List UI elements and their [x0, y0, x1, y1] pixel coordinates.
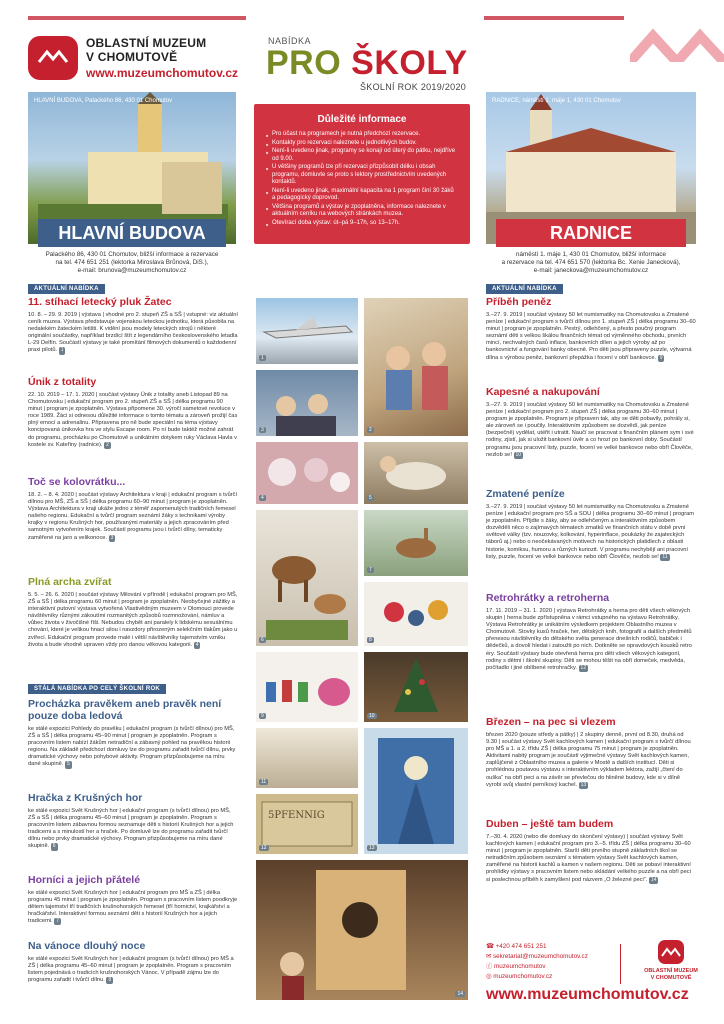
- section-title: Únik z totality: [28, 376, 97, 388]
- section-title: Duben – ještě tam budem: [486, 818, 614, 830]
- section-title: Kapesné a nakupování: [486, 386, 600, 398]
- section-text: ke stálé expozici Svět Krušných hor | edukační program pro MŠ a ZŠ | délka programu 45 minut | program je zpoplatněn. Program s pracovním listem poodkryje dětem tajemství tří tradičních krušnohorských řemesel (tří hornictví, krajkářství a hračkářství. Interaktivní formou seznámí děti s historií Krušných hor a jejich tradicemi. 7: [28, 890, 238, 925]
- section-text: březen 2020 (pouze středy a pátky) | 2 skupiny denně, první od 8.30, druhá od 9.30 | součást výstavy Svět kachlových kamen | edukační program s tvůrčí dílnou pro MŠ a 1. a 2. třídu ZŠ | délka programu 75 minut | program je zpoplatněn. Aktivitami nabitý program je součástí výjimečné výstavy Svět kachlových kamen, zaplůjčené z Oblastního muzea a galerie v Mostě a dalších institucí. Děti si prohlédnou poutavou výstavu s interaktivním výkladem lektora, zažijí „čtení do ouška“ na obří peci a na závěr se převlečou do hliněné budovy, kde si v dílně vyrobí svůj vlastní perníkový kachel. 13: [486, 732, 691, 788]
- section-title: Hračka z Krušných hor: [28, 792, 143, 804]
- important-info-box: [254, 104, 470, 244]
- nabidka-label: NABÍDKA: [268, 36, 312, 46]
- section-title: Zmatené peníze: [486, 488, 565, 500]
- instagram-icon: ◎: [486, 973, 492, 980]
- info-item: ■ Otevírací doba výstav: út–pá 9–17h, so 13–17h.: [266, 220, 458, 228]
- footer-divider: [620, 944, 621, 984]
- section-text: 5. 5. – 26. 6. 2020 | součást výstavy Milování v přírodě | edukační program pro MŠ, ZŠ a SŠ | délka programu 60 minut | program je zpoplatněn. Neobyčejné zážitky a interaktivní putovní výstava vytvořená Vlastivědným muzeem v Olomouci provede návštěvníky různými zákoutími rozmanitých způsobů rozmnožování, námluv a vůbec života v živočišné říši. Nebudou chybět ani paralely k lidskému sexuálnímu chování, které je velikou hnací silou i navzdory přirozeným selekčním tlakům jako u zvířecí. Edukační program provede malé i větší návštěvníky tajemstvím vzniku života a bude vhodně upraven vždy pro danou věkovou kategorii. 4: [28, 592, 238, 648]
- photo-tiled-stove-room: 14: [256, 860, 468, 1000]
- section-text: ke stálé expozici Svět Krušných hor | edukační program (s tvůrčí dílnou) pro MŠ a ZŠ | délka programu 45–60 minut | program je zpoplatněn. Program s pracovním listem pojednává o tradicích krušnohorských Vánoc. V případě zájmu lze do programu zařadit i tvůrčí dílnu. 8: [28, 956, 234, 984]
- svg-text:5PFENNIG: 5PFENNIG: [268, 810, 325, 821]
- footer-logo-text: OBLASTNÍ MUZEUM V CHOMUTOVĚ: [644, 968, 698, 981]
- section-title: 11. stíhací letecký pluk Žatec: [28, 296, 172, 308]
- top-accent-bar-left: [28, 16, 246, 20]
- top-accent-bar-right: [484, 16, 624, 20]
- section-text: ke stálé expozici Pohledy do pravěku | edukační program (s tvůrčí dílnou) pro MŠ, ZŠ a SŠ | délka programu 45–90 minut | program je zpoplatněn. Program s pracovním listem nabízí žákům netradiční a zábavný pohled na pravěkou historii regionu. Na základě předchozí domluvy lze do programu zařadit tvůrčí dílnu, prvky dramatické výchovy nebo pohybové aktivity. Program přizpůsobujeme na míru dané skupině. 5: [28, 726, 236, 768]
- section-text: 3.–27. 9. 2019 | součást výstavy 50 let numismatiky na Chomutovsku a Zmatené peníze | edukační program s tvůrčí dílnou pro 1. stupeň ZŠ | délka programu 30–60 minut | program je zpoplatněn. Pestrý, odlehčený, a přesto poučný program seznámí děti s velkou škálou finančních témat od výměnného obchodu, prvních mincí, nechvalných časů inflace, bankovních dílen a jejich výroby až po bankovnictví a fungování banky obecně. Pro děti jsou připraveny puzzle, výtvarná dílna s výrobou peněz, bankovní přepážka i focení v obří bankovce. 9: [486, 312, 696, 361]
- info-item: ■ U většiny programů lze při rezervaci přizpůsobit délku i obsah programu, domluvte se proto s lektory prostřednictvím uvedených kontaktů.: [266, 164, 458, 187]
- section-title: Horníci a jejich přátelé: [28, 874, 141, 886]
- facebook-icon: ⓕ: [486, 963, 493, 970]
- photo-toys: 8: [364, 582, 468, 646]
- tag-current-offer-right: AKTUÁLNÍ NABÍDKA: [486, 284, 563, 294]
- phone-icon: ☎: [486, 943, 494, 950]
- logo-chevron-icon: [37, 48, 69, 64]
- section-text: 22. 10. 2019 – 17. 1. 2020 | součást výstavy Únik z totality aneb Listopad 89 na Chomutovsku | edukační program pro 2. stupeň ZŠ a SŠ | délka programu 90 minut | program je zpoplatněn. Výstava připomene 30. výročí sametové revoluce v roce 1989. Žáci si odnesou důležité informace o tomto tématu a zároveň prožijí čas plný emocí a adrenalinu. Připravena pro ně bude speciální na téma výstavy koncipovaná únikovka hra ve stylu Escape room. Po ní bude taktéž možné zahrát do programu, procházku po Chomutově a unikátním dotykem ruky Václava Havla v kostele sv. Kateřiny (radnice). 2: [28, 392, 238, 448]
- photo-children-exhibition: 2: [364, 298, 468, 436]
- contact-email[interactable]: ✉ sekretariat@muzeumchomutov.cz: [486, 953, 588, 960]
- info-title: Důležité informace: [317, 114, 407, 125]
- tag-permanent-offer: STÁLÁ NABÍDKA PO CELÝ ŠKOLNÍ ROK: [28, 684, 166, 694]
- section-text: ke stálé expozici Svět Krušných hor | edukační program (s tvůrčí dílnou) pro MŠ, ZŠ a SŠ | délka programu 45–60 minut | program je zpoplatněn. Program s pracovním listem zábavnou formou seznamuje děti s historií Krušných hor a jejich tradicemi a s minulostí her a hraček. Po domluvě lze do programu zařadit tvůrčí dílnu nebo prvky dramatické výchovy. Program přizpůsobujeme na míru dané skupině. 6: [28, 808, 234, 850]
- section-title: Toč se kolovrátku...: [28, 476, 126, 488]
- photo-revolution: 3: [256, 370, 358, 436]
- section-text: 3.–27. 9. 2019 | součást výstavy 50 let numismatiky na Chomutovsku a Zmatené peníze | edukační program pro 2. stupeň ZŠ | délka programu 30–60 minut | program je zpoplatněn. Program je připraven tak, aby se děti pobavily, pohrály si, ale zároveň se i poučily. Interaktivním způsobem se dozvědí, jak peníze (bezpečně) vydělat, utéřit i utratit. Naučí se pracovat s finančním plánem sym i své rodiny, zjistí, jak si uložit bankovní úvěr a co hrozí po bankovní doby. Součástí programu jsou pracovní listy, puzzle, focení ve velké bankovce nebo obří Člověče, nezlob se! 10: [486, 402, 694, 458]
- photo-aircraft: 1: [256, 298, 358, 364]
- photo-christmas: 10: [364, 652, 468, 722]
- section-title: Březen – na pec si vlezem: [486, 716, 616, 728]
- main-building-address: Palackého 86, 430 01 Chomutov, bližší informace a rezervace na tel. 474 651 251 (lektorka Miroslava Brůnová, DiS.), e-mail: brunova@muzeumchomutov.cz: [45, 251, 219, 274]
- photo-caption: RADNICE, náměstí 1. máje 1, 430 01 Chomutov: [492, 98, 621, 104]
- section-text: 3.–27. 9. 2019 | součást výstavy 50 let numismatiky na Chomutovsku a Zmatené peníze | edukační program pro SŠ a SOU | délka programu 30–60 minut | program je zpoplatněn. Příjdte s žáky, aby se odlehčeným a interaktivním způsobem dozvěděli něco o zajímavých tématech zmatků ve finančních státu v době první světové války (tzv. nouzovky, kolkování, hyperinflace, poukázky že zajateckých táborů aj.) nebo o neočekávaných motivech na historických platidlech z oblasti historie, komiksu, humoru a různých kuriozit. V programu nechybějí ani pracovní listy, puzzle, focení ve velké bankovce nebo obří Člověče, nezlob se! 11: [486, 504, 695, 560]
- info-item: ■ Většina programů a výstav je zpoplatněna, informace naleznete v aktuálním ceníku na webových stránkách muzea.: [266, 204, 458, 219]
- photo-banknote: 5PFENNIG 12: [256, 794, 358, 854]
- info-item: ■ Není-li uvedeno jinak, programy se konají od úterý do pátku, nejdříve od 9.00.: [266, 148, 458, 163]
- photo-stove-tile: 13: [364, 728, 468, 854]
- footer-web-link[interactable]: www.muzeumchomutov.cz: [486, 986, 689, 1003]
- photo-lace-making: 4: [256, 442, 358, 504]
- section-title: Retrohrátky a retroherna: [486, 592, 610, 604]
- section-text: 10. 8. – 29. 9. 2019 | výstava | vhodné pro 2. stupeň ZŠ a SŠ | vstupné: viz aktuální ceník muzea. Výstava představuje vojenskou leteckou jednotku, která působila na nedalekém žateckém letišti. K vidění jsou modely leteckých strojů i některé originální součástky, například brzdící štít z legendárního československého letadla L-29 Delfín. Součástí výstavy je také promítání filmových dokumentů o každodenní praxi pilotů. 1: [28, 312, 238, 354]
- email-icon: ✉: [486, 953, 492, 960]
- tag-current-offer: AKTUÁLNÍ NABÍDKA: [28, 284, 105, 294]
- contact-facebook[interactable]: ⓕ muzeumchomutov: [486, 963, 546, 970]
- contacts-list: [486, 942, 626, 982]
- section-text: 18. 2. – 8. 4. 2020 | součást výstavy Architektura v kraji | edukační program s tvůrčí dílnou pro MŠ, ZŠ a SŠ | délka programu 60–90 minut | program je zpoplatněn. Výstava Architektura v kraji ukáže jedno z téměř zapomenutých tradičních řemesel našeho regionu. Edukační a tvůrčí program seznámí žáky s technikami výroby krajky v regionu Krušných hor, používanými materiály a jejich zpracováním před samotným vytvořením krajek. Součástí programu jsou i tvůrčí dílny, tematicky zaměřené na jaro a velikonoce. 3: [28, 492, 238, 541]
- photo-animals: 6: [256, 510, 358, 646]
- section-text: 17. 11. 2019 – 31. 1. 2020 | výstava Retrohrátky a herna pro děti všech věkových skupin | herna bude zpřístupněna v rámci vstupného na výstavu Retrohrátky. Výstava Retrohrátky je unikátním výsledkem projektem Oblastního muzea v Chomutově. Stovky kusů hraček, her, dětských knih, fotografií a dalších předmětů přenesou návštěvníky do dětského světa generace dnešních rodičů, babiček i dědečků, a dovolí hledat i zatoužit po nich. Dotkněte se opravdových kousků retro éry. Součástí výstavy bude otevřená herna pro děti všech věkových kategorií, rodiny s dětmi i školní skupiny. Děti se mohou těšit na obří domeček, medvěda, počítadlo i jiné oblíbené retrohračky. 12: [486, 608, 692, 671]
- photo-deer: 7: [364, 510, 468, 576]
- town-hall-label: RADNICE: [496, 219, 686, 247]
- chevron-decoration-icon: [630, 16, 724, 62]
- section-title: Příběh peněz: [486, 296, 552, 308]
- section-title: Procházka pravěkem aneb pravěk není pouze doba ledová: [28, 698, 222, 722]
- section-title: Plná archa zvířat: [28, 576, 112, 588]
- main-building-label: HLAVNÍ BUDOVA: [38, 219, 226, 247]
- contact-phone[interactable]: ☎ +420 474 651 251: [486, 943, 547, 950]
- section-text: 7.–30. 4. 2020 (nebo dle domluvy do skončení výstavy) | součást výstavy Svět kachlových kamen | edukační program pro 3.–5. třídu ZŠ | délka programu 30–60 minut | program je zpoplatněn. Starší děti prvního stupně základních škol se netradičním způsobem seznámí s tématem výstavy Svět kachlových kamen, zaměřené na historii kachlů a kamen v našem regionu. Děti se pobaví interaktivní prohlídky výstavy s pracovním listem nebo skládání velkého puzzle a na obří peci si poslechnou příběh k zamyšlení pod názvem „O železné peci“. 14: [486, 834, 691, 883]
- museum-name: OBLASTNÍ MUZEUM V CHOMUTOVĚ: [86, 36, 207, 64]
- photo-room-interior: 11: [256, 728, 358, 788]
- town-hall-address: náměstí 1. máje 1, 430 01 Chomutov, bližší informace a rezervace na tel. 474 651 570 (lektorka Bc. Xenie Janecková), e-mail: janeckova@muzeumchomutov.cz: [501, 251, 681, 274]
- info-item: ■ Kontakty pro rezervaci naleznete u jednotlivých budov.: [266, 140, 458, 148]
- photo-figurines: 9: [256, 652, 358, 722]
- museum-web-link[interactable]: www.muzeumchomutov.cz: [86, 66, 239, 80]
- photo-lace-workshop: 5: [364, 442, 468, 504]
- contact-instagram[interactable]: ◎ muzeumchomutov.cz: [486, 973, 553, 980]
- school-year: ŠKOLNÍ ROK 2019/2020: [360, 82, 467, 92]
- museum-logo: [28, 36, 78, 80]
- info-item: ■ Pro účast na programech je nutná předchozí rezervace.: [266, 131, 458, 139]
- photo-caption: HLAVNÍ BUDOVA, Palackého 86, 430 01 Chomutov: [34, 98, 173, 104]
- info-item: ■ Není-li uvedeno jinak, maximální kapacita na 1 program činí 30 žáků a pedagogický doprovod.: [266, 188, 458, 203]
- logo-chevron-icon: [658, 940, 684, 964]
- footer-logo: [658, 940, 684, 964]
- page-title: PRO ŠKOLY: [266, 44, 468, 82]
- section-title: Na vánoce dlouhý noce: [28, 940, 146, 952]
